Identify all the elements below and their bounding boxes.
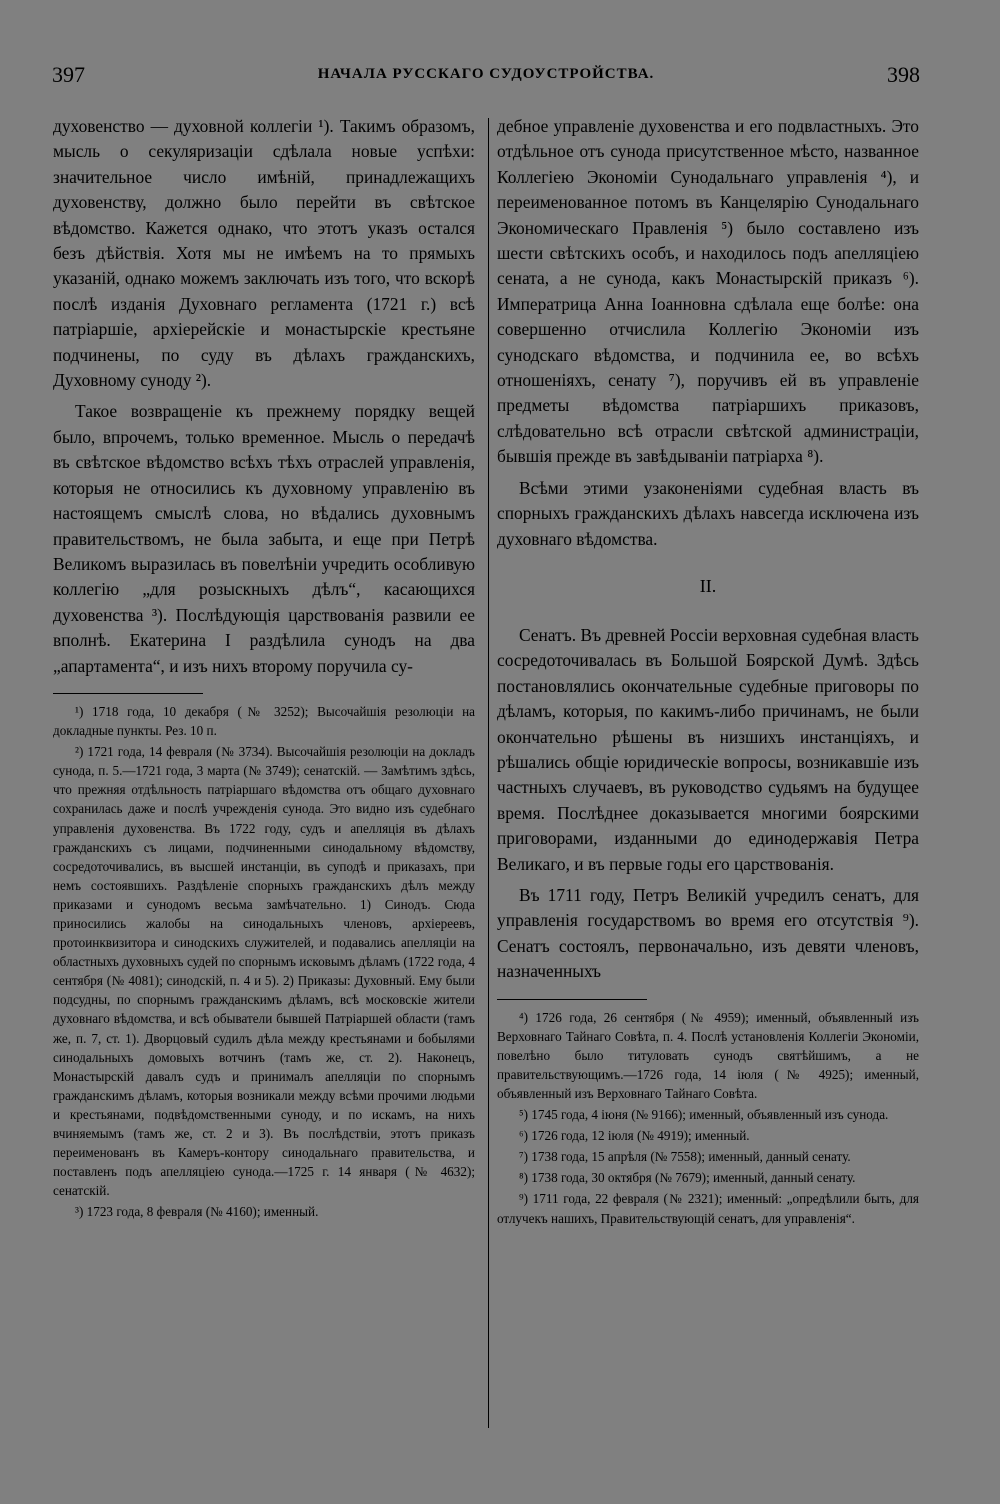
section-heading: II. — [699, 575, 717, 596]
body-paragraph: Такое возвращеніе къ прежнему порядку вещей было, впрочемъ, только временное. Мысль о передачѣ въ свѣтское вѣдомство всѣхъ тѣхъ отраслей управленія, которыя не относились къ духовному управленію въ настоящемъ смыслѣ слова, но вѣдались духовнымъ правительствомъ, не была забыта, и еще при Петрѣ Великомъ выразилась въ повелѣніи учредить особливую коллегію „для розыскныхъ дѣлъ“, касающихся духовенства ³). Послѣдующія царствованія развили ее вполнѣ. Екатерина I раздѣлила сунодъ на два „апартамента“, и изъ нихъ второму поручила су- — [53, 401, 475, 676]
left-column — [53, 114, 475, 1223]
footnote: ¹) 1718 года, 10 декабря (№ 3252); Высочайшія резолюціи на докладные пункты. Рез. 10 п. — [53, 703, 475, 739]
footnote-rule — [497, 999, 647, 1000]
body-paragraph: духовенство — духовной коллегіи ¹). Такимъ образомъ, мысль о секуляризаціи сдѣлала новые успѣхи: значительное число имѣній, принадлежащихъ духовенству, должно было перейти въ свѣтское вѣдомство. Кажется однако, что этотъ указъ остался безъ дѣйствія. Хотя мы не имѣемъ на то прямыхъ указаній, однако можемъ заключать изъ того, что вскорѣ послѣ изданія Духовнаго регламента (1721 г.) всѣ патріаршіе, архіерейскіе и монастырскіе крестьяне подчинены, по суду въ дѣлахъ гражданскихъ, Духовному суноду ²). — [53, 116, 475, 391]
footnote: ⁶) 1726 года, 12 іюля (№ 4919); именный. — [519, 1128, 750, 1144]
running-title: НАЧАЛА РУССКАГО СУДОУСТРОЙСТВА. — [317, 66, 655, 82]
footnote: ²) 1721 года, 14 февраля (№ 3734). Высочайшія резолюціи на докладъ сунода, п. 5.—1721 года, 3 марта (№ 3749); сенатскій. — Замѣтимъ здѣсь, что прежняя отдѣльность патріаршаго вѣдомства отъ общаго духовнаго сохранилась даже и послѣ учрежденія сунода. Это видно изъ судебнаго управленія духовенства. Въ 1722 году, судъ и апелляція въ дѣлахъ гражданскихъ съ лицами, подчиненными синодальному вѣдомству, сосредоточивались, въ высшей инстанціи, въ суподѣ и приказахъ, при немъ состоявшихъ. Раздѣленіе спорныхъ гражданскихъ дѣлъ между приказами и сунодомъ весьма замѣчательно. 1) Синодъ. Сюда приносились жалобы на синодальныхъ членовъ, архіереевъ, протоинквизитора и синодскихъ служителей, и подавались апелляціи на областныхъ духовныхъ судей по спорнымъ исковымъ дѣламъ (1722 года, 4 сентября (№ 4081); синодскій, п. 4 и 5). 2) Приказы: Духовный. Ему были подсудны, по спорнымъ гражданскимъ дѣламъ, всѣ московскіе жители духовнаго вѣдомства, и всѣ обыватели бывшей Патріаршей области (тамъ же, п. 7, ст. 1). Дворцовый судилъ дѣла между крестьянами и бобылями синодальныхъ домовыхъ вотчинъ (тамъ же, ст. 2). Наконецъ, Монастырскій давалъ судъ и принималъ апелляціи по спорнымъ гражданскимъ дѣламъ, которыя возникали между всѣми прочими людьми и крестьянами, подвѣдомственными суноду, и по искамъ, на нихъ вчиняемымъ (тамъ же, ст. 2 и 3). Въ послѣдствіи, этотъ приказъ переименованъ въ Камеръ-контору синодальнаго правительства, и поставленъ подъ апелляціею сунода.—1725 г. 14 января (№ 4632); сенатскій. — [53, 744, 475, 1199]
body-paragraph: Всѣми этими узаконеніями судебная власть въ спорныхъ гражданскихъ дѣлахъ навсегда исключена изъ духовнаго вѣдомства. — [497, 477, 919, 549]
body-paragraph: дебное управленіе духовенства и его подвластныхъ. Это отдѣльное отъ сунода присутственное мѣсто, названное Коллегіею Экономіи Сунодальнаго управленія ⁴), и переименованное потомъ въ Канцелярію Сунодальнаго Экономическаго Правленія ⁵) было составлено изъ шести свѣтскихъ особъ, и находилось подъ апелляціею сената, а не сунода, какъ Монастырскій приказъ ⁶). Императрица Анна Іоанновна сдѣлала еще болѣе: она совершенно отчислила Коллегію Экономіи изъ сунодскаго вѣдомства, и подчинила ее, во всѣхъ отношеніяхъ, сенату ⁷), поручивъ ей въ управленіе предметы вѣдомства патріаршихъ приказовъ, слѣдовательно всѣ отрасли свѣтской администраціи, бывшія прежде въ завѣдываніи патріарха ⁸). — [497, 116, 919, 467]
footnotes — [497, 1008, 919, 1228]
footnote: ⁷) 1738 года, 15 апрѣля (№ 7558); именный, данный сенату. — [519, 1149, 851, 1165]
right-column — [497, 114, 919, 1230]
body-paragraph: Сенатъ. Въ древней Россіи верховная судебная власть сосредоточивалась въ Большой Боярской Думѣ. Здѣсь постановлялись окончательные судебные приговоры по дѣламъ, которыя, по какимъ-либо причинамъ, не были окончательно рѣшены въ низшихъ инстанціяхъ, и рѣшались общіе юридическіе вопросы, возникавшіе изъ частныхъ случаевъ, въ руководство судьямъ на будущее время. Послѣднее доказывается многими боярскими приговорами, изданными до единодержавія Петра Великаго, и въ первые годы его царствованія. — [497, 624, 919, 874]
footnote: ⁸) 1738 года, 30 октября (№ 7679); именный, данный сенату. — [519, 1170, 856, 1186]
footnote: ³) 1723 года, 8 февраля (№ 4160); именный. — [75, 1204, 319, 1220]
body-paragraph: Въ 1711 году, Петръ Великій учредилъ сенатъ, для управленія государствомъ во время его отсутствія ⁹). Сенатъ состоялъ, первоначально, изъ девяти членовъ, назначенныхъ — [497, 884, 919, 982]
page-number-right: 398 — [887, 62, 920, 87]
footnote-rule — [53, 693, 203, 694]
footnotes — [53, 702, 475, 1222]
footnote: ⁹) 1711 года, 22 февраля (№ 2321); именный: „опредѣлили быть, для отлучекъ нашихъ, Правительствующій сенатъ, для управленія“. — [497, 1191, 919, 1226]
footnote: ⁴) 1726 года, 26 сентября (№ 4959); именный, объявленный изъ Верховнаго Тайнаго Совѣта, п. 4. Послѣ установленія Коллегіи Экономіи, повелѣно было титуловать сунодъ святѣйшимъ, а не правительствующимъ.—1726 года, 14 іюля (№ 4925); именный, объявленный изъ Верховнаго Тайнаго Совѣта. — [497, 1009, 919, 1101]
footnote: ⁵) 1745 года, 4 іюня (№ 9166); именный, объявленный изъ сунода. — [519, 1107, 889, 1123]
running-header — [52, 62, 920, 90]
column-divider — [488, 118, 489, 1428]
page-number-left: 397 — [52, 62, 85, 87]
